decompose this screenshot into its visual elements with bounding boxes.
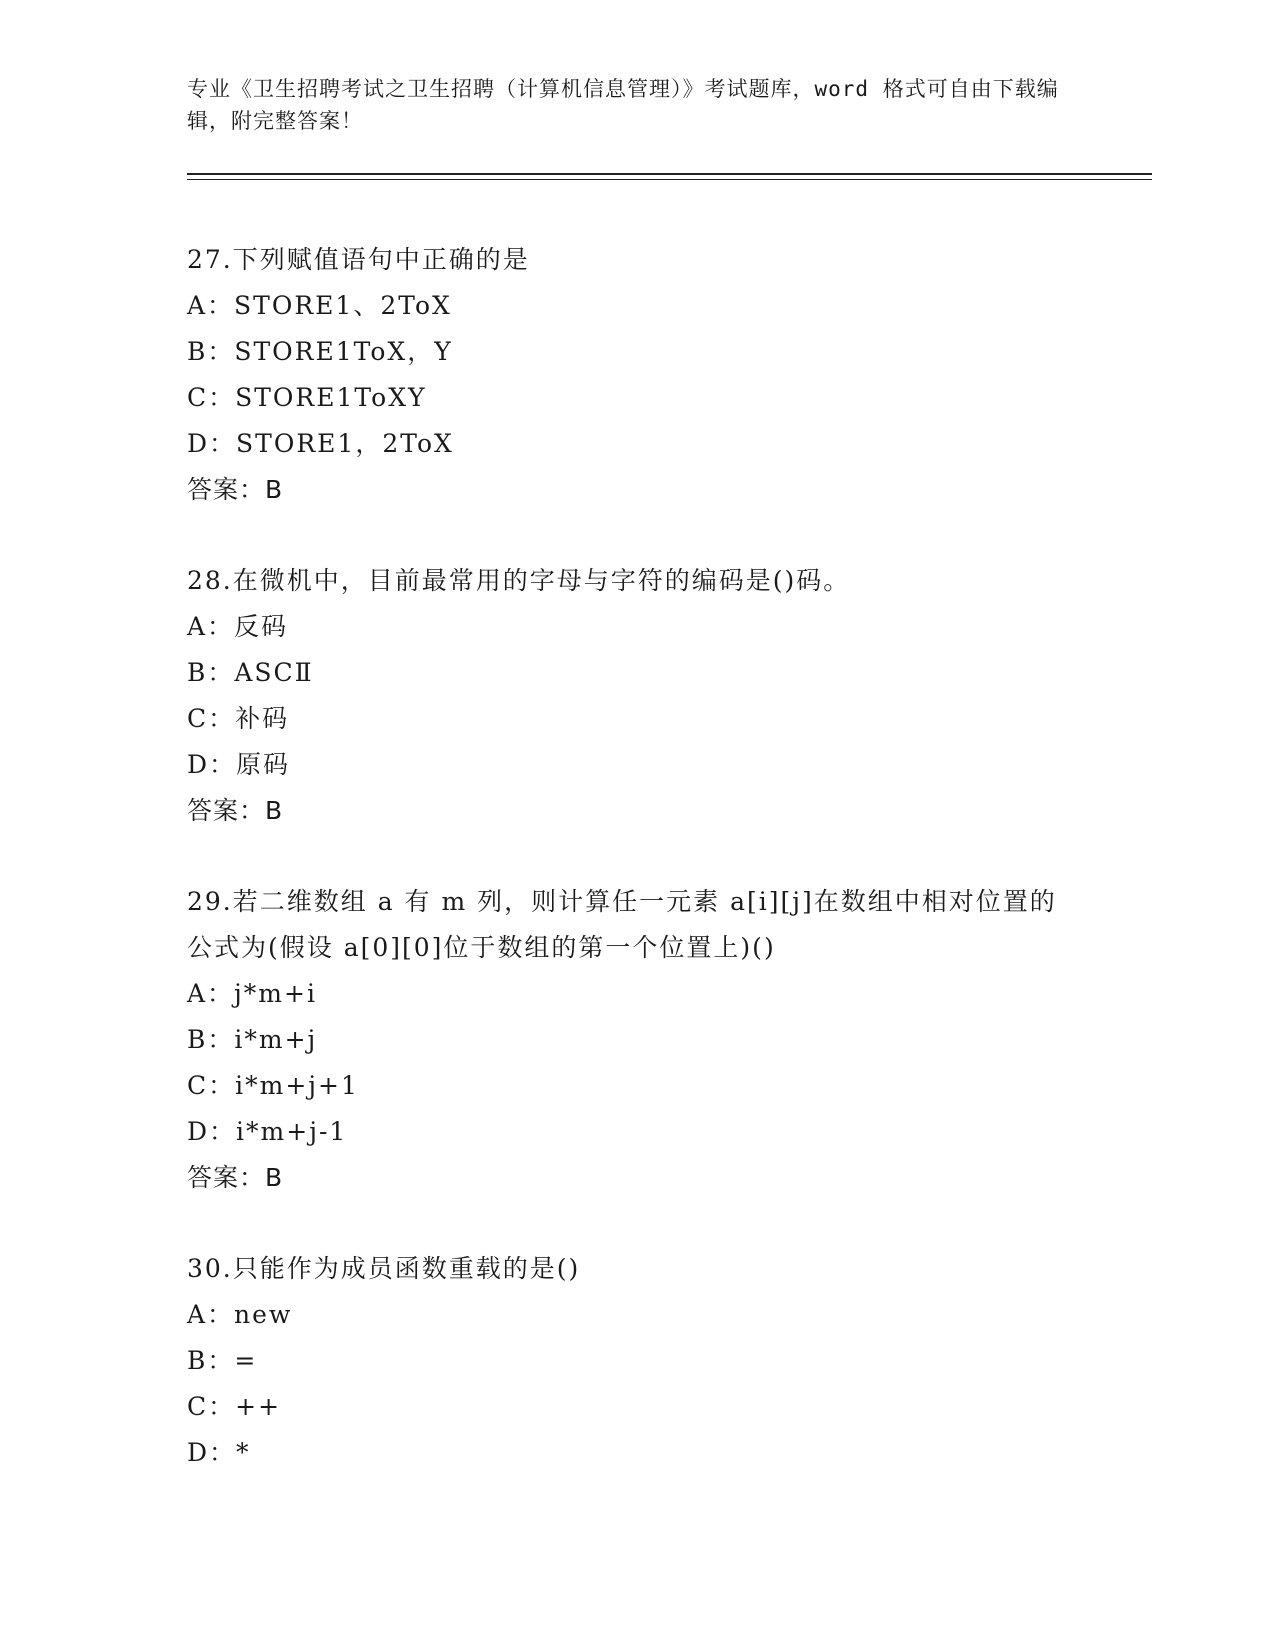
option-b: B：ASCⅡ [187, 658, 314, 687]
question-28 [187, 558, 1147, 834]
question-stem: 27.下列赋值语句中正确的是 [187, 245, 530, 274]
document-page [187, 0, 1147, 1521]
option-c: C：++ [187, 1392, 282, 1421]
option-a: A：STORE1、2ToX [187, 291, 452, 320]
option-d: D：STORE1，2ToX [187, 429, 454, 458]
question-stem: 30.只能作为成员函数重载的是() [187, 1254, 581, 1283]
option-b: B：i*m+j [187, 1025, 318, 1054]
option-a: A：反码 [187, 612, 289, 641]
option-d: D：原码 [187, 750, 291, 779]
question-29 [187, 879, 1147, 1201]
option-c: C：补码 [187, 704, 290, 733]
option-a: A：new [187, 1300, 293, 1329]
question-27 [187, 237, 1147, 513]
question-stem: 28.在微机中，目前最常用的字母与字符的编码是()码。 [187, 566, 851, 595]
header-divider [187, 173, 1152, 180]
document-header: 专业《卫生招聘考试之卫生招聘（计算机信息管理）》考试题库，word 格式可自由下载编辑，附完整答案！ [187, 77, 1059, 133]
answer: 答案：B [187, 796, 284, 825]
answer: 答案：B [187, 1163, 284, 1192]
option-d: D：* [187, 1438, 251, 1467]
question-stem: 29.若二维数组 a 有 m 列，则计算任一元素 a[i][j]在数组中相对位置的公式为(假设 a[0][0]位于数组的第一个位置上)() [187, 887, 1057, 962]
question-list [187, 237, 1147, 1476]
option-c: C：i*m+j+1 [187, 1071, 359, 1100]
question-30 [187, 1246, 1147, 1476]
option-d: D：i*m+j-1 [187, 1117, 348, 1146]
option-c: C：STORE1ToXY [187, 383, 427, 412]
option-b: B：= [187, 1346, 258, 1375]
option-b: B：STORE1ToX，Y [187, 337, 453, 366]
answer: 答案：B [187, 475, 284, 504]
option-a: A：j*m+i [187, 979, 317, 1008]
